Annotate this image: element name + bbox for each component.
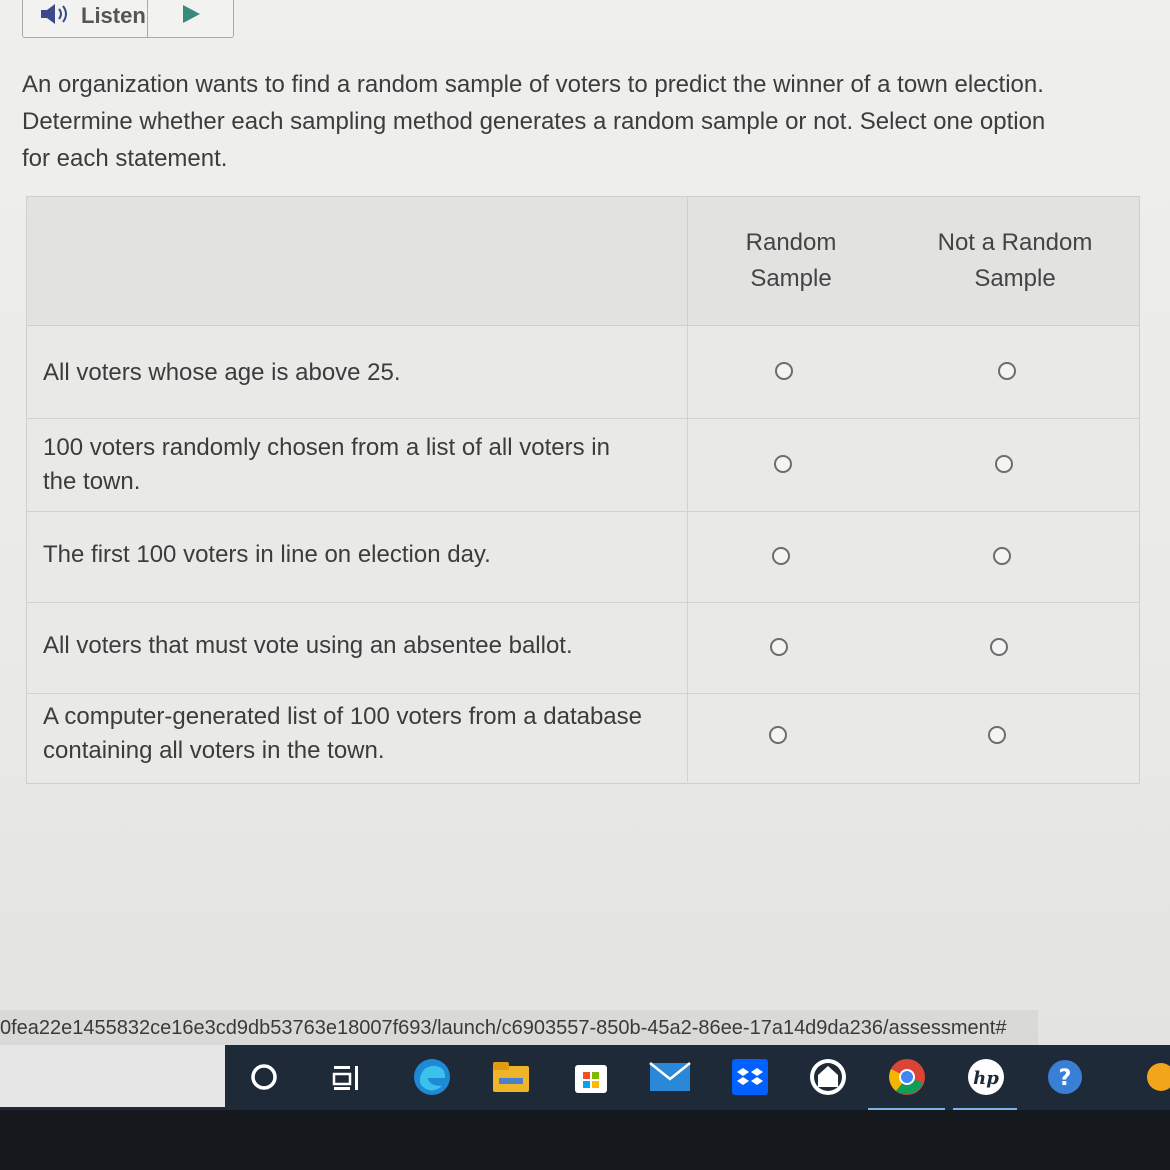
prompt-line-3: for each statement. bbox=[22, 145, 228, 172]
notification-icon[interactable] bbox=[1136, 1055, 1170, 1099]
help-icon[interactable] bbox=[1043, 1055, 1087, 1099]
question-prompt bbox=[22, 66, 1132, 177]
table-row bbox=[27, 512, 1139, 603]
play-icon bbox=[180, 3, 202, 30]
row-divider bbox=[687, 326, 688, 418]
column-header-not-random bbox=[915, 225, 1115, 297]
column-header-line: Not a Random bbox=[937, 229, 1093, 256]
speaker-icon bbox=[39, 2, 73, 31]
screen-bezel bbox=[0, 1110, 1170, 1170]
table-row bbox=[27, 326, 1139, 419]
row-divider bbox=[687, 603, 688, 693]
dropbox-icon[interactable] bbox=[728, 1055, 772, 1099]
column-header-line: Sample bbox=[974, 265, 1056, 292]
statement-line: All voters whose age is above 25. bbox=[43, 359, 401, 386]
radio-random-sample[interactable] bbox=[774, 455, 792, 473]
header-divider bbox=[687, 197, 688, 325]
store-icon[interactable] bbox=[569, 1055, 613, 1099]
task-view-icon[interactable] bbox=[325, 1055, 369, 1099]
table-header bbox=[27, 197, 1139, 326]
hp-icon[interactable] bbox=[964, 1055, 1008, 1099]
edge-icon[interactable] bbox=[410, 1055, 454, 1099]
question-table bbox=[26, 196, 1140, 784]
radio-random-sample[interactable] bbox=[770, 638, 788, 656]
column-header-line: Random bbox=[745, 229, 837, 256]
statement-line: 100 voters randomly chosen from a list of all voters in bbox=[43, 434, 610, 461]
listen-button[interactable] bbox=[23, 0, 148, 37]
chrome-icon[interactable] bbox=[885, 1055, 929, 1099]
row-divider bbox=[687, 694, 688, 782]
statement-text bbox=[43, 629, 663, 663]
app-icon[interactable] bbox=[806, 1055, 850, 1099]
svg-text:?: ? bbox=[1058, 1066, 1072, 1091]
radio-random-sample[interactable] bbox=[775, 362, 793, 380]
file-explorer-icon[interactable] bbox=[489, 1055, 533, 1099]
svg-text:hp: hp bbox=[973, 1068, 999, 1089]
table-row bbox=[27, 419, 1139, 512]
statement-text bbox=[43, 356, 663, 390]
column-header-line: Sample bbox=[750, 265, 832, 292]
statement-text bbox=[43, 431, 663, 499]
listen-toolbar bbox=[22, 0, 234, 38]
radio-random-sample[interactable] bbox=[769, 726, 787, 744]
statement-line: A computer-generated list of 100 voters from a database bbox=[43, 703, 643, 730]
mail-icon[interactable] bbox=[648, 1055, 692, 1099]
radio-not-random-sample[interactable] bbox=[995, 455, 1013, 473]
statement-line: the town. bbox=[43, 468, 141, 495]
taskbar-search-box[interactable] bbox=[0, 1045, 225, 1107]
table-row bbox=[27, 694, 1139, 782]
statement-text bbox=[43, 538, 663, 572]
statement-line: containing all voters in the town. bbox=[43, 737, 385, 764]
prompt-line-1: An organization wants to find a random sample of voters to predict the winner of a town election. bbox=[22, 71, 1044, 98]
cortana-icon[interactable] bbox=[242, 1055, 286, 1099]
radio-not-random-sample[interactable] bbox=[990, 638, 1008, 656]
prompt-line-2: Determine whether each sampling method generates a random sample or not. Select one option bbox=[22, 108, 1046, 135]
status-url: 0fea22e1455832ce16e3cd9db53763e18007f693/launch/c6903557-850b-45a2-86ee-17a14d9da236/assessment# bbox=[0, 1010, 1038, 1046]
row-divider bbox=[687, 512, 688, 602]
column-header-random bbox=[691, 225, 891, 297]
statement-line: The first 100 voters in line on election day. bbox=[43, 541, 491, 568]
radio-not-random-sample[interactable] bbox=[998, 362, 1016, 380]
statement-line: All voters that must vote using an absentee ballot. bbox=[43, 632, 573, 659]
radio-random-sample[interactable] bbox=[772, 547, 790, 565]
radio-not-random-sample[interactable] bbox=[993, 547, 1011, 565]
table-row bbox=[27, 603, 1139, 694]
play-button[interactable] bbox=[148, 0, 233, 37]
statement-text bbox=[43, 700, 663, 768]
row-divider bbox=[687, 419, 688, 511]
taskbar bbox=[0, 1045, 1170, 1110]
radio-not-random-sample[interactable] bbox=[988, 726, 1006, 744]
listen-label: Listen bbox=[81, 3, 146, 28]
